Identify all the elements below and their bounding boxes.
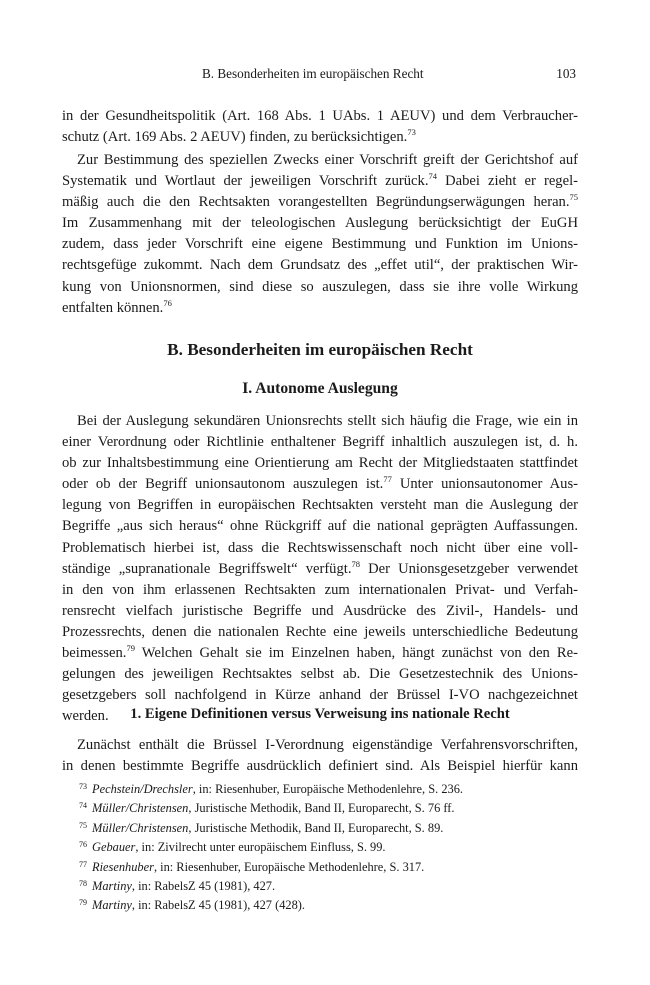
paragraph-autonomous-interpretation [62,411,578,727]
text-line: Begriffe „aus sich heraus“ ohne Rückgriff auf die national geprägten Auffassungen. [62,518,578,535]
text-line [62,298,578,319]
footnote-author: Riesenhuber [92,859,154,874]
paragraph-continuation [62,106,578,148]
footnote-ref: 73 [407,127,416,138]
footnote-ref: 75 [569,192,578,203]
footnote [62,898,578,917]
footnote-number: 76 [79,840,87,850]
text-line [62,192,578,213]
footnote-number: 73 [79,782,87,791]
text-line [62,171,578,192]
text-line: zudem, dass jeder Vorschrift eine eigene Bestimmung und Funktion im Unions- [62,236,578,253]
footnote [62,860,578,879]
footnotes [62,782,578,918]
text-span: beimessen. [62,645,127,662]
section-heading: B. Besonderheiten im europäischen Recht [167,340,473,359]
text-line [62,559,578,580]
footnote-number: 78 [79,878,87,888]
footnote-ref: 77 [383,474,392,485]
footnote-text: , Juristische Methodik, Band II, Europarecht, S. 89. [188,820,444,835]
footnote [62,840,578,859]
text-span: Der Unionsgesetzgeber verwendet [359,560,578,577]
footnote-ref: 76 [163,297,172,308]
text-line: legung von Begriffen in europäischen Rechtsakten versteht man die Auslegung der [62,497,578,514]
text-span: mäßig auch die den Rechtsakten vorangestellten Begründungserwägungen heran. [62,194,570,211]
footnote [62,782,578,801]
text-line: Im Zusammenhang mit der teleologischen Auslegung berücksichtigt der EuGH [62,215,578,232]
text-line: gelungen des jeweiligen Rechtsaktes selbst ab. Die Gesetzestechnik des Unions- [62,666,578,683]
footnote-text: , in: RabelsZ 45 (1981), 427. [131,878,276,893]
footnote-author: Müller/Christensen [92,820,189,835]
footnote-text: , in: Riesenhuber, Europäische Methodenlehre, S. 317. [153,859,425,874]
text-span: schutz (Art. 169 Abs. 2 AEUV) finden, zu berücksichtigen. [62,129,408,146]
text-line [62,474,578,495]
text-span: ständige „supranationale Begriffswelt“ verfügt. [62,560,352,577]
footnote-author: Gebauer [92,840,136,855]
text-span: Dabei zieht er regel- [436,173,578,190]
running-header-title: B. Besonderheiten im europäischen Recht [202,66,424,81]
text-line: in der Gesundheitspolitik (Art. 168 Abs. 1 UAbs. 1 AEUV) und dem Verbraucher- [62,108,578,124]
text-line: kung von Unionsnormen, sind diese so auszulegen, dass sie ihre volle Wirkung [62,278,578,295]
text-line: Bei der Auslegung sekundären Unionsrechts stellt sich häufig die Frage, wie ein in [77,413,578,429]
footnote-text: , in: RabelsZ 45 (1981), 427 (428). [131,898,306,913]
text-line: Zunächst enthält die Brüssel I-Verordnung eigenständige Verfahrensvorschriften, [77,737,578,753]
text-line: rechtsgefüge zukommt. Nach dem Grundsatz des „effet util“, der praktischen Wir- [62,257,578,274]
footnote-number: 75 [79,820,87,830]
footnote-author: Müller/Christensen [92,801,189,816]
subsection-heading: I. Autonome Auslegung [242,380,398,397]
text-line: einer Verordnung oder Richtlinie enthaltener Begriff inhaltlich auszulegen ist, d. h. [62,434,578,451]
text-span: Unter unionsautonomer Aus- [391,476,578,493]
text-line: gesetzgebers soll nachfolgend in Kürze anhand der Brüssel I-VO nachgezeichnet [62,687,578,704]
footnote-number: 79 [79,898,87,908]
footnote-ref: 74 [428,171,437,182]
text-line: in den von ihm erlassenen Rechtsakten zum internationalen Privat- und Verfah- [62,581,578,598]
text-span: Welchen Gehalt sie im Einzelnen haben, hängt zunächst von den Re- [134,645,578,662]
text-line [62,643,578,664]
subsubsection-heading: 1. Eigene Definitionen versus Verweisung ins nationale Recht [130,706,510,722]
running-header [62,66,578,84]
text-line: in denen bestimmte Begriffe ausdrücklich definiert sind. Als Beispiel hierfür kann [62,758,578,775]
text-line: werden. [62,708,109,725]
footnote-number: 77 [79,859,87,869]
text-span: Systematik und Wortlaut der jeweiligen Vorschrift zurück. [62,173,429,190]
paragraph-own-definitions [62,735,578,777]
footnote [62,879,578,898]
text-line: Zur Bestimmung des speziellen Zwecks einer Vorschrift greift der Gerichtshof auf [77,152,578,168]
footnote [62,821,578,840]
footnote-author: Martiny [92,898,132,913]
paragraph-teleological [62,150,578,319]
footnote-text: , Juristische Methodik, Band II, Europarecht, S. 76 ff. [188,801,455,816]
text-span: oder ob der Begriff unionsautonom auszulegen ist. [62,476,384,493]
footnote-ref: 79 [126,643,135,654]
text-line [62,127,578,148]
text-line: Prozessrechts, denen die nationalen Rechte eine jeweils unterschiedliche Bedeutung [62,623,578,640]
footnote [62,801,578,820]
footnote-text: , in: Riesenhuber, Europäische Methodenlehre, S. 236. [192,782,464,796]
footnote-author: Martiny [92,878,132,893]
text-line: rensrecht vielfach juristische Begriffe und Ausdrücke des Zivil-, Handels- und [62,602,578,619]
page-number: 103 [556,66,576,81]
footnote-number: 74 [79,801,87,811]
footnote-author: Pechstein/Drechsler [92,782,193,796]
footnote-ref: 78 [351,558,360,569]
text-line: ob zur Inhaltsbestimmung eine Orientierung am Recht der Mitgliedstaaten stattfindet [62,455,578,472]
text-line: Problematisch hierbei ist, dass die Rechtswissenschaft noch nicht über eine voll- [62,539,578,556]
footnote-text: , in: Zivilrecht unter europäischem Einfluss, S. 99. [135,840,386,855]
text-span: entfalten können. [62,299,164,316]
